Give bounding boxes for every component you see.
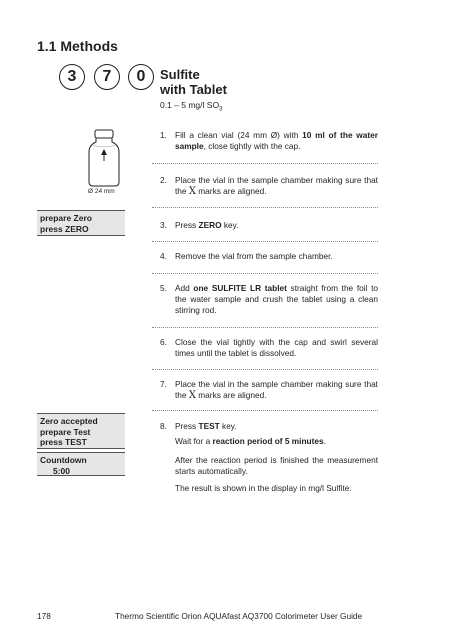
range-subscript: 3 — [219, 106, 223, 113]
step-5: 5. Add one SULFITE LR tablet straight from the foil to the water sample and crush the tablet using a clean stirring rod. — [160, 283, 378, 315]
divider — [152, 273, 378, 274]
step-1: 1. Fill a clean vial (24 mm Ø) with 10 ml of the water sample, close tightly with the cap. — [160, 130, 378, 151]
divider — [152, 327, 378, 328]
divider — [152, 410, 378, 411]
vial-diameter-label: Ø 24 mm — [88, 188, 115, 195]
vial-icon — [84, 128, 124, 188]
method-code-digit-2: 7 — [94, 64, 120, 90]
guide-title: Thermo Scientific Orion AQUAfast AQ3700 Colorimeter User Guide — [115, 611, 363, 621]
measuring-range — [160, 100, 222, 113]
wait-instruction: Wait for a reaction period of 5 minutes. — [175, 436, 326, 446]
x-mark-icon: X — [188, 186, 196, 197]
divider — [152, 207, 378, 208]
display-countdown-box: Countdown 5:00 — [37, 452, 125, 476]
divider — [152, 369, 378, 370]
display-test-box: Zero accepted prepare Test press TEST — [37, 413, 125, 449]
method-code-digit-1: 3 — [59, 64, 85, 90]
range-text: 0.1 – 5 mg/l SO — [160, 100, 220, 110]
page-number: 178 — [37, 611, 51, 621]
step-7: 7. Place the vial in the sample chamber making sure that the X marks are aligned. — [160, 379, 378, 401]
method-title-line2: with Tablet — [160, 82, 227, 97]
step-2: 2. Place the vial in the sample chamber making sure that the X marks are aligned. — [160, 175, 378, 197]
result-text: The result is shown in the display in mg/l Sulfite. — [175, 483, 352, 493]
step-8: 8. Press TEST key. — [160, 421, 237, 431]
after-reaction-text: After the reaction period is finished the measurement starts automatically. — [175, 455, 378, 476]
step-3: 3. Press ZERO key. — [160, 220, 239, 230]
step-4: 4. Remove the vial from the sample chamber. — [160, 251, 333, 261]
step-6: 6. Close the vial tightly with the cap and swirl several times until the tablet is dissolved. — [160, 337, 378, 358]
method-title — [160, 67, 280, 97]
x-mark-icon: X — [188, 390, 196, 401]
display-zero-box: prepare Zero press ZERO — [37, 210, 125, 236]
method-code-digit-3: 0 — [128, 64, 154, 90]
divider — [152, 163, 378, 164]
section-title: 1.1 Methods — [37, 38, 118, 54]
divider — [152, 241, 378, 242]
method-title-line1: Sulfite — [160, 67, 200, 82]
